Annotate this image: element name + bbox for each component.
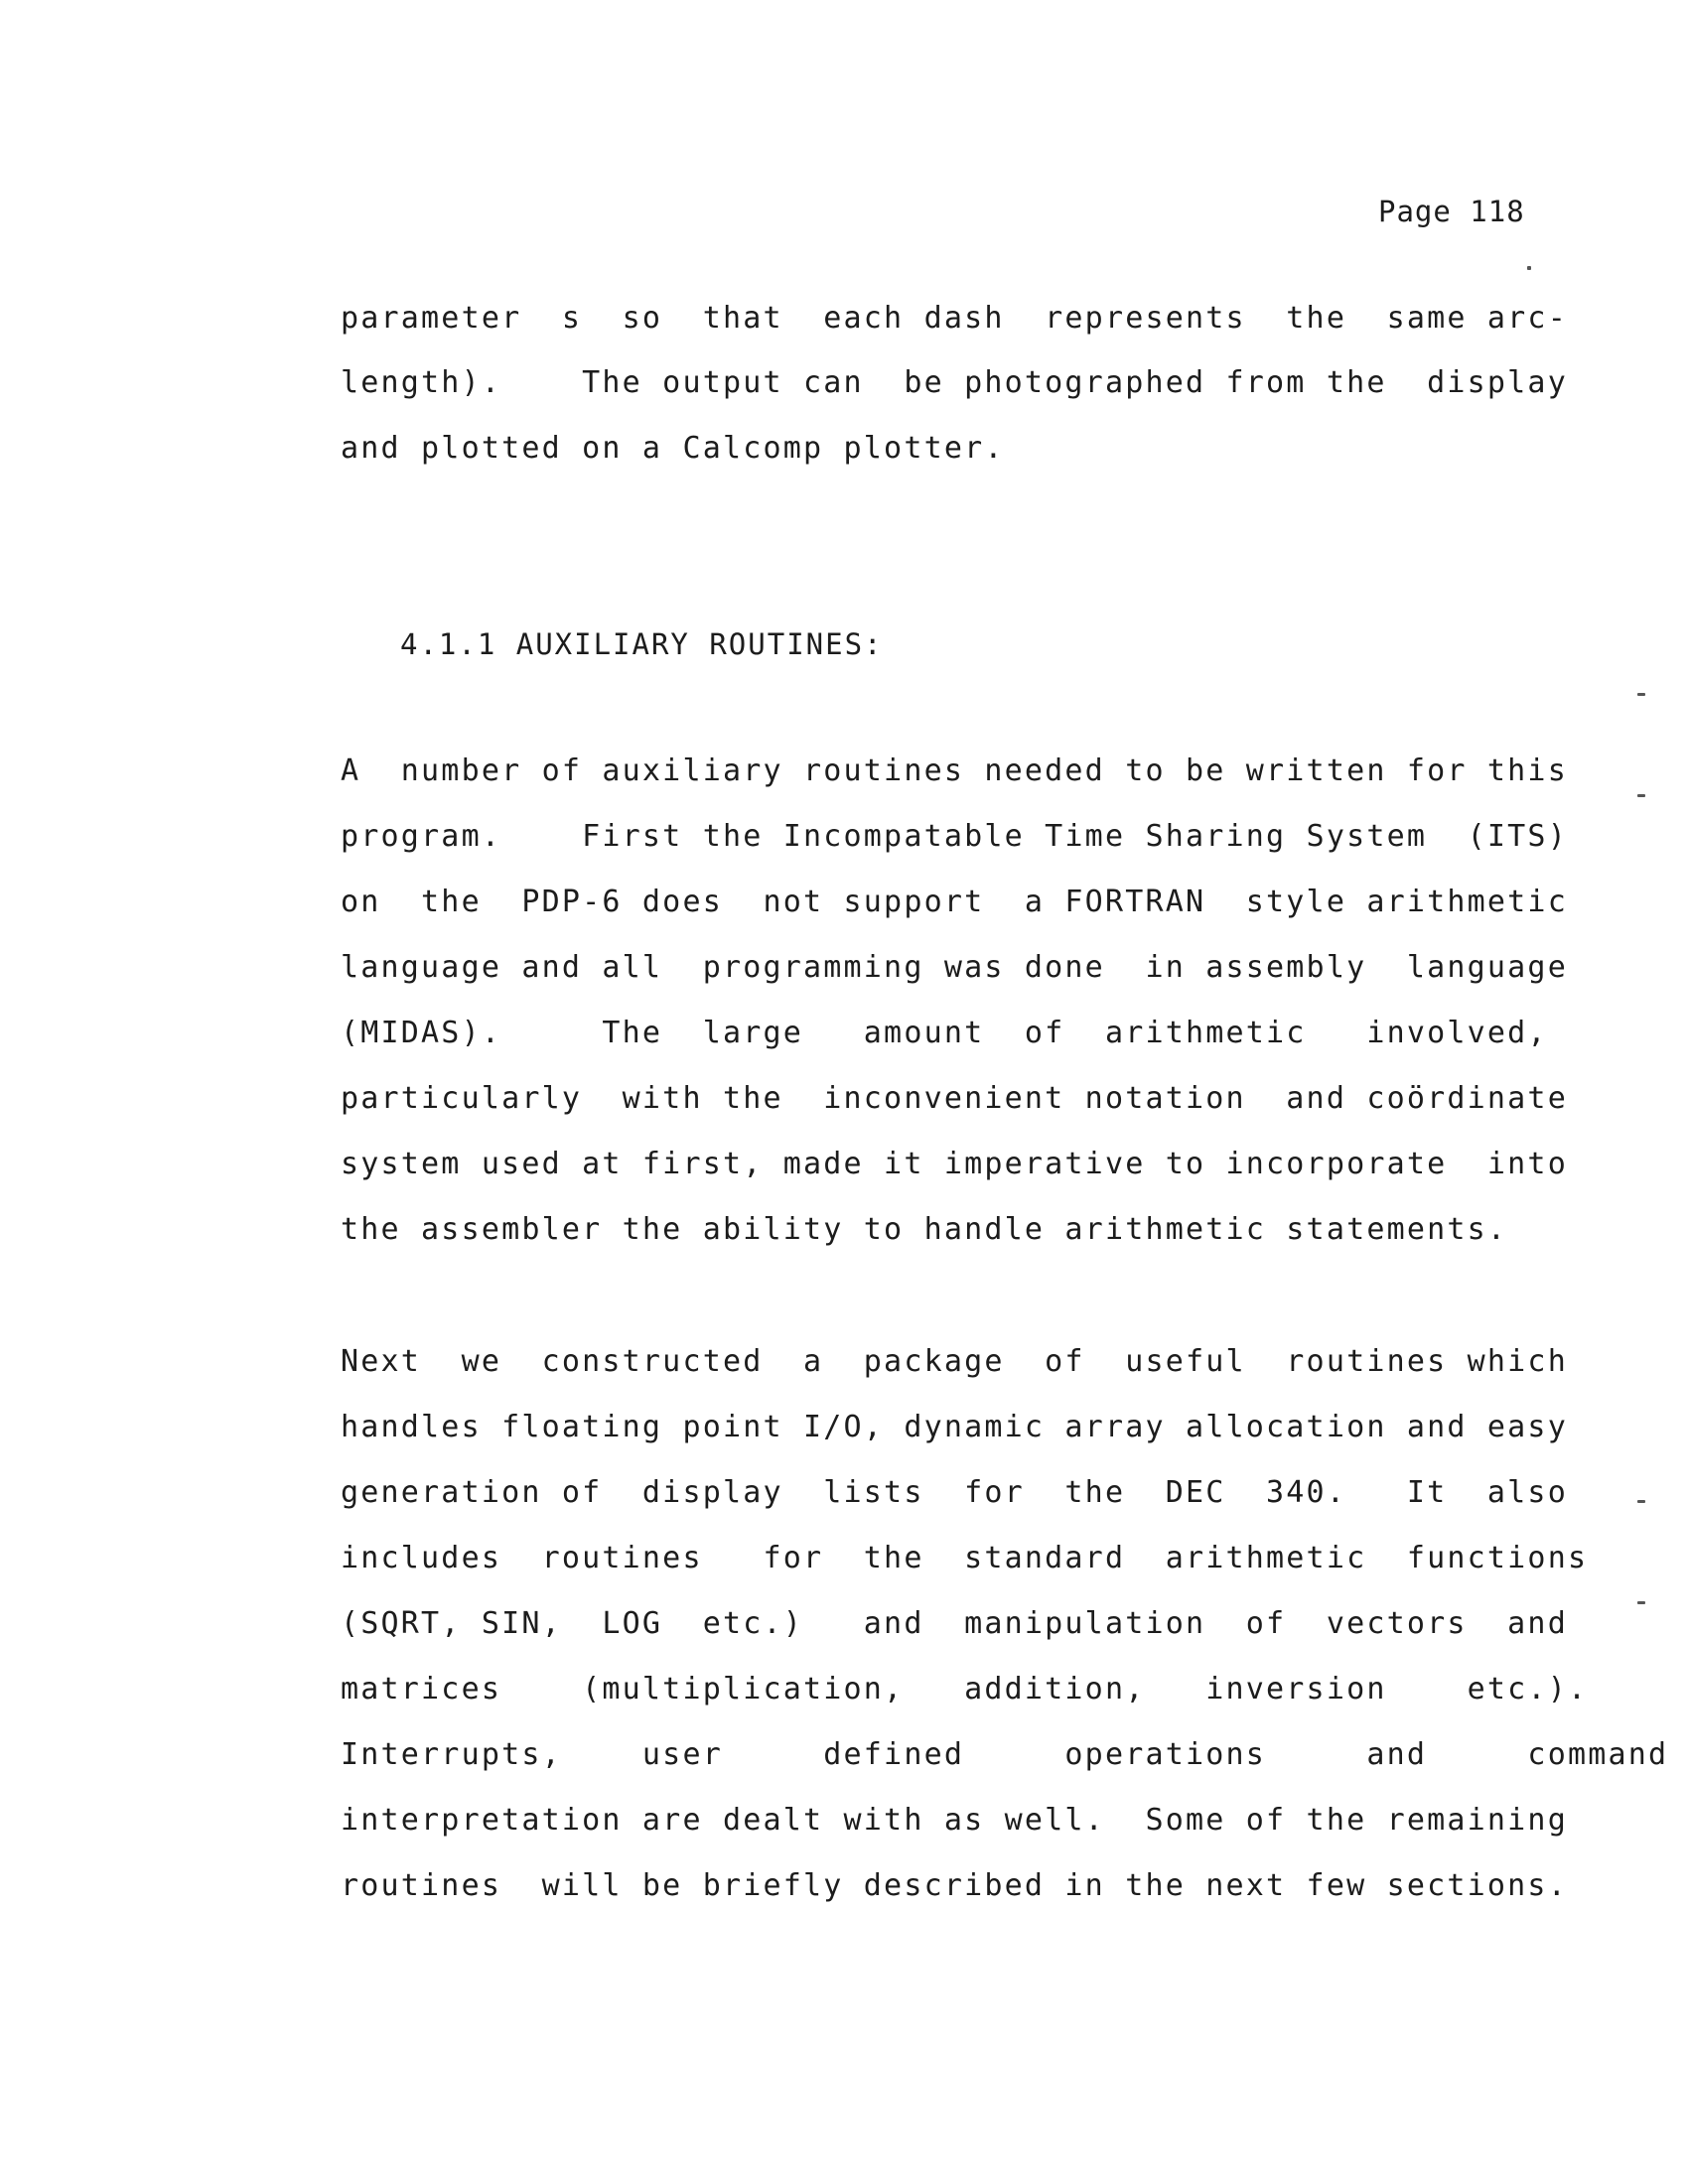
text-line: parameter s so that each dash represents the same arc- [341,301,1568,336]
text-line: matrices (multiplication, addition, inversion etc.). [341,1672,1589,1706]
text-line: includes routines for the standard arithmetic functions [341,1541,1589,1575]
text-line: routines will be briefly described in the next few sections. [341,1868,1568,1903]
scan-speck [1637,1500,1645,1503]
text-line: A number of auxiliary routines needed to be written for this [341,753,1568,788]
text-line: length). The output can be photographed from the display [341,365,1568,400]
scan-speck [1527,266,1531,270]
scan-speck [1637,1601,1645,1604]
text-line: system used at first, made it imperative to incorporate into [341,1147,1568,1181]
scan-speck [1637,794,1645,797]
text-line: Next we constructed a package of useful routines which [341,1344,1568,1379]
text-line: the assembler the ability to handle arithmetic statements. [341,1212,1508,1247]
text-line: Interrupts, user defined operations and command [341,1737,1669,1772]
text-line: handles floating point I/O, dynamic array allocation and easy [341,1410,1568,1444]
text-line: program. First the Incompatable Time Sharing System (ITS) [341,819,1568,854]
text-line: and plotted on a Calcomp plotter. [341,431,1005,466]
text-line: (MIDAS). The large amount of arithmetic involved, [341,1016,1548,1050]
text-line: interpretation are dealt with as well. Some of the remaining [341,1803,1568,1838]
text-line: (SQRT, SIN, LOG etc.) and manipulation of vectors and [341,1606,1568,1641]
text-line: particularly with the inconvenient notation and coördinate [341,1081,1568,1116]
page-number: Page 118 [1378,195,1525,228]
scan-speck [1637,693,1645,696]
text-line: language and all programming was done in assembly language [341,950,1568,985]
text-line: on the PDP-6 does not support a FORTRAN style arithmetic [341,885,1568,919]
section-heading: 4.1.1 AUXILIARY ROUTINES: [400,627,884,661]
text-line: generation of display lists for the DEC 340. It also [341,1475,1568,1510]
